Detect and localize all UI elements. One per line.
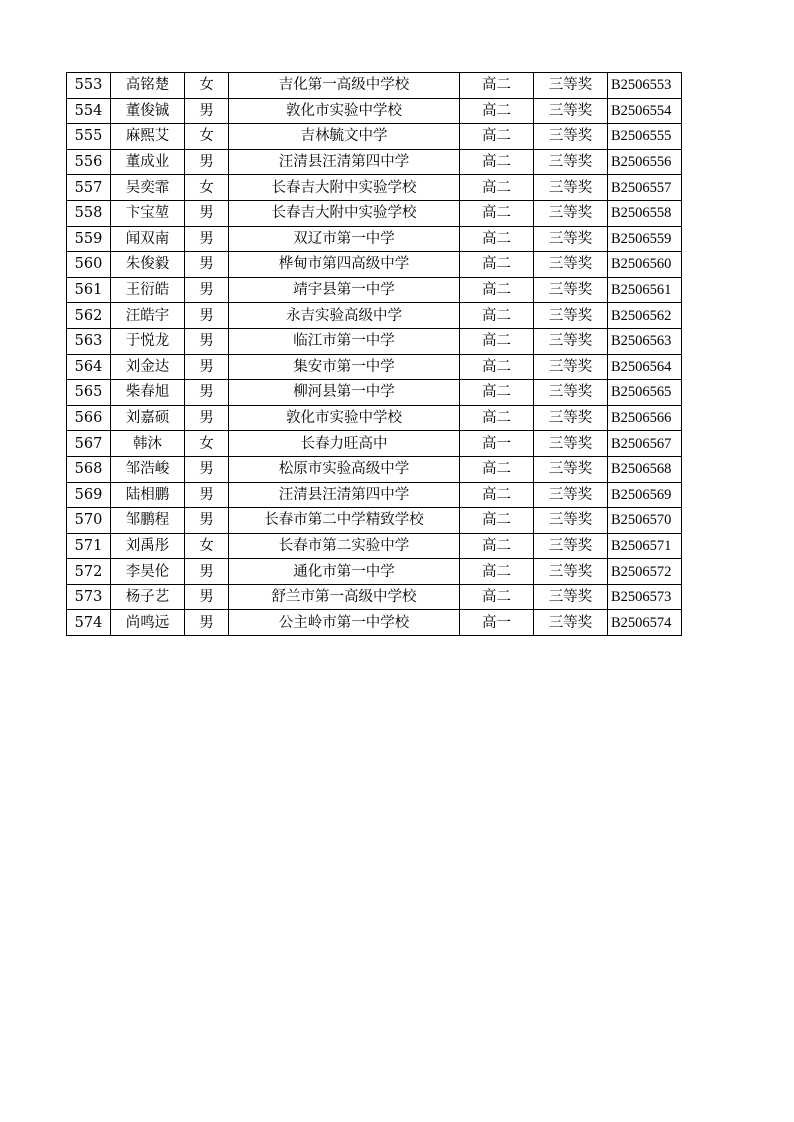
cell-grade: 高二: [460, 533, 534, 559]
cell-school: 松原市实验高级中学: [229, 456, 460, 482]
cell-certificate-id: B2506561: [608, 277, 682, 303]
cell-number: 563: [67, 328, 111, 354]
cell-student-name: 刘金达: [111, 354, 185, 380]
cell-grade: 高二: [460, 73, 534, 99]
cell-award-level: 三等奖: [534, 226, 608, 252]
cell-number: 555: [67, 124, 111, 150]
cell-number: 574: [67, 610, 111, 636]
cell-grade: 高二: [460, 354, 534, 380]
cell-gender: 女: [185, 431, 229, 457]
table-row: [67, 328, 682, 354]
table-row: [67, 149, 682, 175]
cell-certificate-id: B2506553: [608, 73, 682, 99]
cell-certificate-id: B2506560: [608, 252, 682, 278]
cell-certificate-id: B2506569: [608, 482, 682, 508]
cell-grade: 高二: [460, 175, 534, 201]
cell-award-level: 三等奖: [534, 124, 608, 150]
cell-student-name: 高铭楚: [111, 73, 185, 99]
cell-certificate-id: B2506554: [608, 98, 682, 124]
cell-award-level: 三等奖: [534, 328, 608, 354]
cell-number: 569: [67, 482, 111, 508]
cell-gender: 女: [185, 73, 229, 99]
table-row: [67, 431, 682, 457]
cell-number: 572: [67, 559, 111, 585]
cell-grade: 高二: [460, 124, 534, 150]
cell-student-name: 于悦龙: [111, 328, 185, 354]
cell-student-name: 麻熙艾: [111, 124, 185, 150]
cell-gender: 男: [185, 303, 229, 329]
cell-grade: 高二: [460, 559, 534, 585]
cell-number: 571: [67, 533, 111, 559]
award-list-table: [66, 72, 682, 636]
cell-number: 560: [67, 252, 111, 278]
cell-award-level: 三等奖: [534, 303, 608, 329]
cell-award-level: 三等奖: [534, 252, 608, 278]
cell-award-level: 三等奖: [534, 380, 608, 406]
cell-award-level: 三等奖: [534, 277, 608, 303]
table-row: [67, 584, 682, 610]
cell-school: 靖宇县第一中学: [229, 277, 460, 303]
cell-grade: 高一: [460, 610, 534, 636]
table-row: [67, 73, 682, 99]
cell-certificate-id: B2506562: [608, 303, 682, 329]
table-row: [67, 354, 682, 380]
cell-grade: 高二: [460, 456, 534, 482]
cell-student-name: 闻双南: [111, 226, 185, 252]
cell-award-level: 三等奖: [534, 354, 608, 380]
cell-school: 临江市第一中学: [229, 328, 460, 354]
cell-student-name: 陆相鹏: [111, 482, 185, 508]
cell-grade: 高二: [460, 328, 534, 354]
cell-certificate-id: B2506566: [608, 405, 682, 431]
cell-student-name: 刘禹彤: [111, 533, 185, 559]
cell-grade: 高二: [460, 277, 534, 303]
cell-number: 554: [67, 98, 111, 124]
cell-gender: 男: [185, 559, 229, 585]
table-row: [67, 508, 682, 534]
cell-school: 公主岭市第一中学校: [229, 610, 460, 636]
cell-certificate-id: B2506555: [608, 124, 682, 150]
cell-number: 561: [67, 277, 111, 303]
cell-grade: 高二: [460, 584, 534, 610]
cell-school: 舒兰市第一高级中学校: [229, 584, 460, 610]
cell-certificate-id: B2506568: [608, 456, 682, 482]
cell-award-level: 三等奖: [534, 149, 608, 175]
cell-student-name: 王衍皓: [111, 277, 185, 303]
cell-number: 568: [67, 456, 111, 482]
cell-gender: 男: [185, 456, 229, 482]
cell-certificate-id: B2506558: [608, 200, 682, 226]
cell-school: 长春吉大附中实验学校: [229, 175, 460, 201]
cell-certificate-id: B2506567: [608, 431, 682, 457]
cell-award-level: 三等奖: [534, 610, 608, 636]
cell-student-name: 汪皓宇: [111, 303, 185, 329]
cell-student-name: 刘嘉硕: [111, 405, 185, 431]
cell-award-level: 三等奖: [534, 405, 608, 431]
table-row: [67, 559, 682, 585]
cell-gender: 男: [185, 610, 229, 636]
table-row: [67, 610, 682, 636]
cell-gender: 女: [185, 533, 229, 559]
cell-student-name: 邹浩峻: [111, 456, 185, 482]
cell-school: 柳河县第一中学: [229, 380, 460, 406]
cell-student-name: 邹鹏程: [111, 508, 185, 534]
cell-gender: 男: [185, 380, 229, 406]
cell-award-level: 三等奖: [534, 200, 608, 226]
cell-award-level: 三等奖: [534, 584, 608, 610]
cell-gender: 男: [185, 252, 229, 278]
table-row: [67, 200, 682, 226]
cell-gender: 男: [185, 277, 229, 303]
cell-number: 557: [67, 175, 111, 201]
cell-certificate-id: B2506557: [608, 175, 682, 201]
cell-number: 556: [67, 149, 111, 175]
cell-school: 双辽市第一中学: [229, 226, 460, 252]
cell-school: 吉化第一高级中学校: [229, 73, 460, 99]
cell-student-name: 杨子艺: [111, 584, 185, 610]
cell-award-level: 三等奖: [534, 431, 608, 457]
cell-award-level: 三等奖: [534, 559, 608, 585]
cell-school: 汪清县汪清第四中学: [229, 149, 460, 175]
cell-award-level: 三等奖: [534, 456, 608, 482]
cell-school: 通化市第一中学: [229, 559, 460, 585]
cell-grade: 高一: [460, 431, 534, 457]
cell-gender: 男: [185, 354, 229, 380]
cell-number: 562: [67, 303, 111, 329]
cell-gender: 男: [185, 226, 229, 252]
cell-gender: 男: [185, 584, 229, 610]
cell-student-name: 朱俊毅: [111, 252, 185, 278]
cell-grade: 高二: [460, 226, 534, 252]
cell-grade: 高二: [460, 303, 534, 329]
cell-award-level: 三等奖: [534, 175, 608, 201]
cell-number: 565: [67, 380, 111, 406]
table-row: [67, 226, 682, 252]
cell-award-level: 三等奖: [534, 533, 608, 559]
cell-gender: 男: [185, 405, 229, 431]
table-row: [67, 405, 682, 431]
cell-certificate-id: B2506564: [608, 354, 682, 380]
cell-certificate-id: B2506571: [608, 533, 682, 559]
cell-number: 566: [67, 405, 111, 431]
cell-number: 570: [67, 508, 111, 534]
cell-gender: 男: [185, 149, 229, 175]
cell-gender: 男: [185, 328, 229, 354]
cell-number: 573: [67, 584, 111, 610]
table-row: [67, 277, 682, 303]
cell-gender: 男: [185, 200, 229, 226]
cell-school: 永吉实验高级中学: [229, 303, 460, 329]
cell-student-name: 卞宝堃: [111, 200, 185, 226]
cell-grade: 高二: [460, 482, 534, 508]
cell-gender: 男: [185, 98, 229, 124]
cell-school: 敦化市实验中学校: [229, 405, 460, 431]
cell-grade: 高二: [460, 200, 534, 226]
cell-grade: 高二: [460, 98, 534, 124]
table-row: [67, 533, 682, 559]
table-row: [67, 482, 682, 508]
cell-school: 长春力旺高中: [229, 431, 460, 457]
cell-certificate-id: B2506559: [608, 226, 682, 252]
cell-school: 长春市第二中学精致学校: [229, 508, 460, 534]
cell-school: 集安市第一中学: [229, 354, 460, 380]
cell-award-level: 三等奖: [534, 98, 608, 124]
cell-certificate-id: B2506574: [608, 610, 682, 636]
cell-award-level: 三等奖: [534, 482, 608, 508]
table-row: [67, 303, 682, 329]
cell-certificate-id: B2506556: [608, 149, 682, 175]
cell-grade: 高二: [460, 252, 534, 278]
table-row: [67, 252, 682, 278]
cell-gender: 男: [185, 482, 229, 508]
cell-student-name: 韩沐: [111, 431, 185, 457]
cell-number: 553: [67, 73, 111, 99]
cell-number: 559: [67, 226, 111, 252]
cell-grade: 高二: [460, 149, 534, 175]
cell-school: 敦化市实验中学校: [229, 98, 460, 124]
cell-number: 564: [67, 354, 111, 380]
cell-school: 长春市第二实验中学: [229, 533, 460, 559]
cell-certificate-id: B2506563: [608, 328, 682, 354]
cell-grade: 高二: [460, 405, 534, 431]
cell-gender: 女: [185, 124, 229, 150]
cell-gender: 男: [185, 508, 229, 534]
cell-student-name: 尚鸣远: [111, 610, 185, 636]
cell-student-name: 李昊伦: [111, 559, 185, 585]
cell-number: 567: [67, 431, 111, 457]
cell-grade: 高二: [460, 380, 534, 406]
cell-grade: 高二: [460, 508, 534, 534]
cell-school: 长春吉大附中实验学校: [229, 200, 460, 226]
table-row: [67, 98, 682, 124]
cell-student-name: 吴奕霏: [111, 175, 185, 201]
cell-certificate-id: B2506573: [608, 584, 682, 610]
cell-award-level: 三等奖: [534, 508, 608, 534]
cell-certificate-id: B2506570: [608, 508, 682, 534]
cell-award-level: 三等奖: [534, 73, 608, 99]
table-row: [67, 380, 682, 406]
cell-school: 吉林毓文中学: [229, 124, 460, 150]
award-list-body: [67, 73, 682, 636]
cell-student-name: 柴春旭: [111, 380, 185, 406]
cell-school: 汪清县汪清第四中学: [229, 482, 460, 508]
table-row: [67, 456, 682, 482]
table-row: [67, 124, 682, 150]
cell-number: 558: [67, 200, 111, 226]
table-row: [67, 175, 682, 201]
cell-student-name: 董成业: [111, 149, 185, 175]
cell-school: 桦甸市第四高级中学: [229, 252, 460, 278]
cell-certificate-id: B2506565: [608, 380, 682, 406]
cell-gender: 女: [185, 175, 229, 201]
cell-certificate-id: B2506572: [608, 559, 682, 585]
cell-student-name: 董俊铖: [111, 98, 185, 124]
